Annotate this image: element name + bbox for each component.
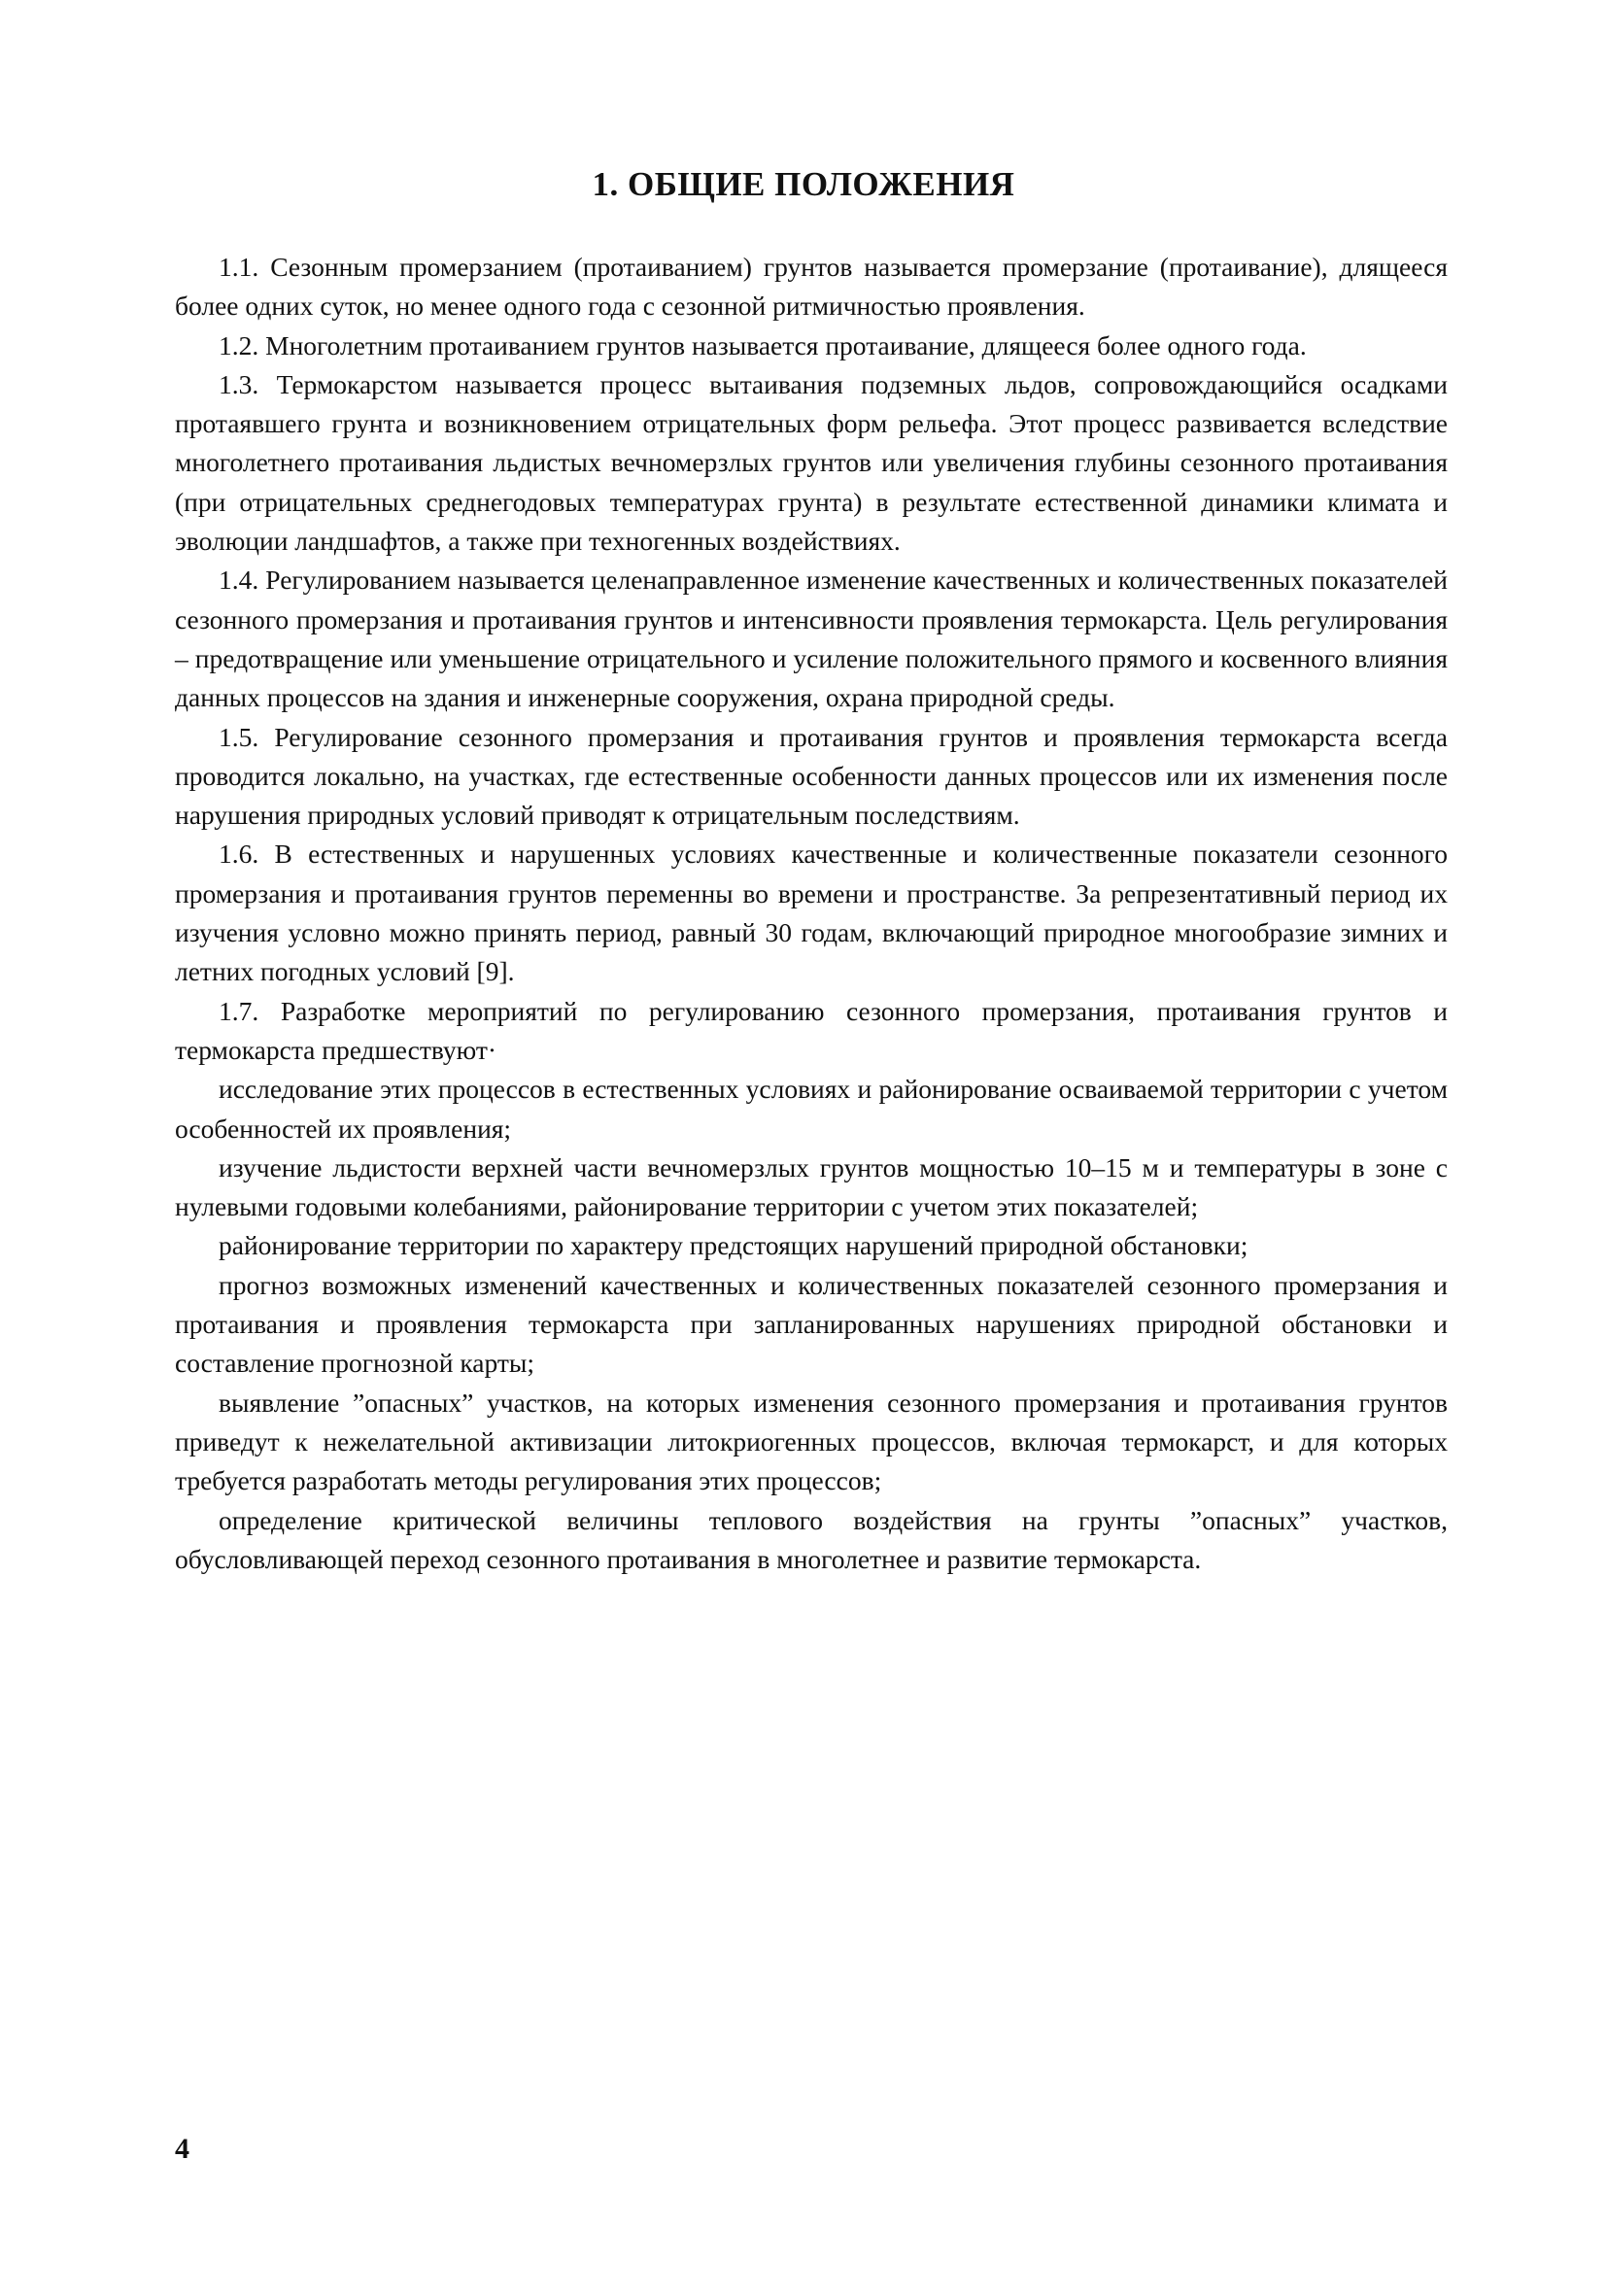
list-item: прогноз возможных изменений качественных и количественных показателей сезонного промерзания и протаивания и проявления термокарста при запланированных нарушениях природной обстановки и составление прогнозной карты;: [175, 1269, 1448, 1379]
paragraph-1-3: [175, 365, 1448, 561]
paragraph-1-5: [175, 718, 1448, 836]
paragraph-text: Многолетним протаиванием грунтов называется протаивание, длящееся более одного года.: [265, 329, 1307, 360]
paragraph-text: Термокарстом называется процесс вытаивания подземных льдов, сопровождающийся осадками протаявшего грунта и возникновением отрицательных форм рельефа. Этот процесс развивается вследствие многолетнего протаивания льдистых вечномерзлых грунтов или увеличения глубины сезонного протаивания (при отрицательных среднегодовых температурах грунта) в результате естественной динамики климата и эволюции ландшафтов, а также при техногенных воздействиях.: [175, 368, 1449, 557]
paragraph-text: Сезонным промерзанием (протаиванием) грунтов называется промерзание (протаивание), длящееся более одних суток, но менее одного года с сезонной ритмичностью проявления.: [175, 252, 1449, 322]
paragraph-number: 1.3.: [219, 368, 259, 399]
paragraph-number: 1.6.: [219, 839, 259, 870]
paragraph-number: 1.2.: [219, 329, 259, 360]
list-item: районирование территории по характеру предстоящих нарушений природной обстановки;: [219, 1230, 1248, 1261]
page-number: 4: [175, 2133, 189, 2165]
list-item: определение критической величины теплового воздействия на грунты ”опасных” участков, обусловливающей переход сезонного протаивания в многолетнее и развитие термокарста.: [175, 1504, 1448, 1574]
section-heading: 1. ОБЩИЕ ПОЛОЖЕНИЯ: [592, 165, 1015, 203]
list-item: выявление ”опасных” участков, на которых изменения сезонного промерзания и протаивания грунтов приведут к нежелательной активизации литокриогенных процессов, включая термокарст, и для которых требуется разработать методы регулирования этих процессов;: [175, 1387, 1448, 1496]
paragraph-text: Регулированием называется целенаправленное изменение качественных и количественных показателей сезонного промерзания и протаивания грунтов и интенсивности проявления термокарста. Цель регулирования – предотвращение или уменьшение отрицательного и усиление положительного прямого и косвенного влияния данных процессов на здания и инженерные сооружения, охрана природной среды.: [175, 565, 1448, 713]
paragraph-text: Разработке мероприятий по регулированию сезонного промерзания, протаивания грунтов и термокарста предшествуют·: [175, 995, 1448, 1065]
paragraph-number: 1.5.: [219, 721, 259, 752]
list-item: исследование этих процессов в естественных условиях и районирование осваиваемой территории с учетом особенностей их проявления;: [175, 1074, 1448, 1144]
paragraph-1-7: [175, 992, 1448, 1071]
paragraph-1-6: [175, 835, 1448, 991]
list-item: изучение льдистости верхней части вечномерзлых грунтов мощностью 10–15 м и температуры в зоне с нулевыми годовыми колебаниями, районирование территории с учетом этих показателей;: [175, 1151, 1448, 1222]
paragraph-number: 1.7.: [219, 995, 259, 1026]
paragraph-1-2: [175, 326, 1448, 365]
paragraph-text: В естественных и нарушенных условиях качественные и количественные показатели сезонного промерзания и протаивания грунтов переменны во времени и пространстве. За репрезентативный период их изучения условно можно принять период, равный 30 годам, включающий природное многообразие зимних и летних погодных условий [9].: [175, 839, 1449, 987]
section-body: [175, 248, 1448, 1579]
paragraph-number: 1.1.: [219, 252, 259, 282]
paragraph-1-4: [175, 561, 1448, 717]
paragraph-text: Регулирование сезонного промерзания и протаивания грунтов и проявления термокарста всегда проводится локально, на участках, где естественные особенности данных процессов или их изменения после нарушения природных условий приводят к отрицательным последствиям.: [175, 721, 1448, 831]
paragraph-1-1: [175, 248, 1448, 326]
paragraph-number: 1.4.: [219, 565, 259, 596]
